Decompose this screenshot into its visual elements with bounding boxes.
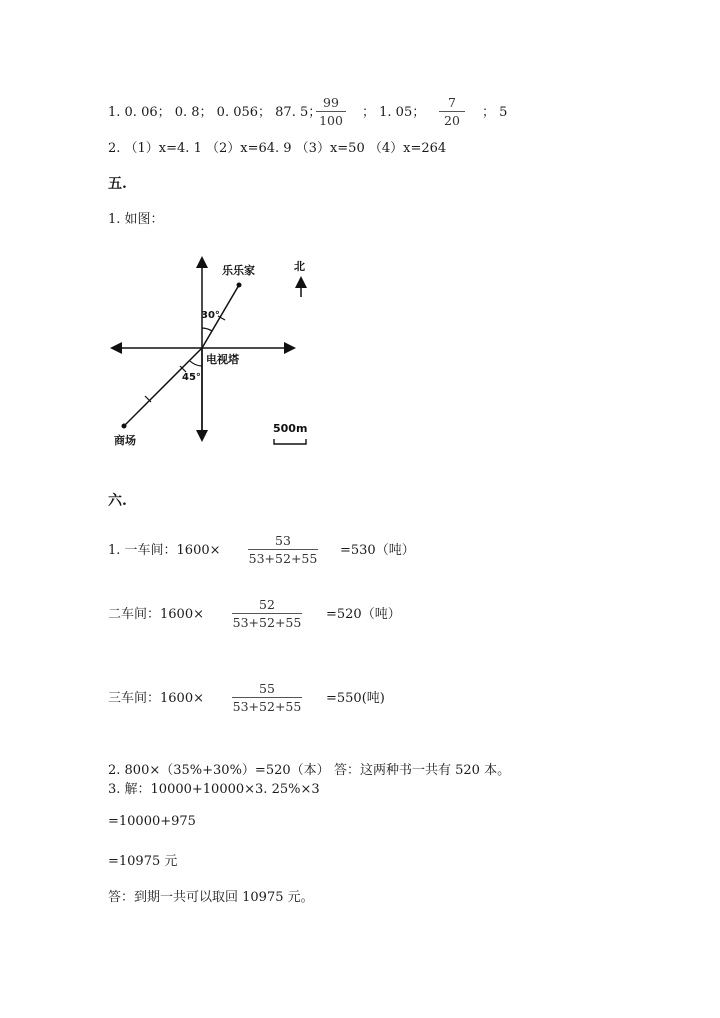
fraction-denominator: 20 [444,113,460,128]
mall-point [122,424,127,429]
fraction-numerator: 53 [275,533,291,548]
fraction-numerator: 7 [448,95,456,110]
workshop2-label: 二车间：1600× [108,607,204,622]
q1-prefix: 1. 0. 06； 0. 8； 0. 056； 87. 5； [108,105,322,120]
fraction-numerator: 99 [323,95,339,110]
q1-suffix: ； 5 [482,105,508,120]
fraction-denominator: 53+52+55 [232,615,302,630]
fraction-workshop3 [232,681,302,714]
q3-step-1: =10000+975 [108,814,196,829]
q3-equation: 3. 解：10000+10000×3. 25%×3 [108,782,320,797]
line-to-mall [124,348,202,426]
q1-figure-label: 1. 如图： [108,212,164,227]
workshop1-label: 1. 一车间：1600× [108,543,221,558]
angle-arc-30 [202,328,212,331]
fraction-denominator: 53+52+55 [248,551,318,566]
north-label: 北 [294,260,305,273]
q3-step-2: =10975 元 [108,854,178,869]
fraction-numerator: 52 [259,597,275,612]
angle-home-label: 30° [201,310,220,321]
tower-label: 电视塔 [206,353,239,366]
home-point [237,283,242,288]
scale-label: 500m [273,422,308,435]
angle-mall-label: 45° [182,372,201,383]
fraction-denominator: 53+52+55 [232,699,302,714]
fraction-7-20 [439,95,465,128]
q2-line: 2. （1）x=4. 1 （2）x=64. 9 （3）x=50 （4）x=264 [108,141,447,156]
home-label: 乐乐家 [222,264,255,277]
section-six-heading: 六. [108,493,127,509]
q1-middle: ； 1. 05； [362,105,426,120]
fraction-workshop2 [232,597,302,630]
workshop2-result: =520（吨） [326,607,401,622]
workshop3-label: 三车间：1600× [108,691,204,706]
section-five-heading: 五. [108,176,127,192]
mall-label: 商场 [114,434,136,447]
fraction-denominator: 100 [319,113,343,128]
q2-equation: 2. 800×（35%+30%）=520（本） [108,763,330,778]
fraction-numerator: 55 [259,681,275,696]
direction-map-figure [108,252,338,452]
q2-answer: 答：这两种书一共有 520 本。 [334,763,511,778]
fraction-workshop1 [248,533,318,566]
scale-bar [274,439,306,444]
workshop1-result: =530（吨） [340,543,415,558]
q3-answer: 答：到期一共可以取回 10975 元。 [108,890,314,905]
fraction-99-100 [316,95,346,128]
workshop3-result: =550(吨) [326,691,385,706]
angle-arc-45 [190,361,202,366]
